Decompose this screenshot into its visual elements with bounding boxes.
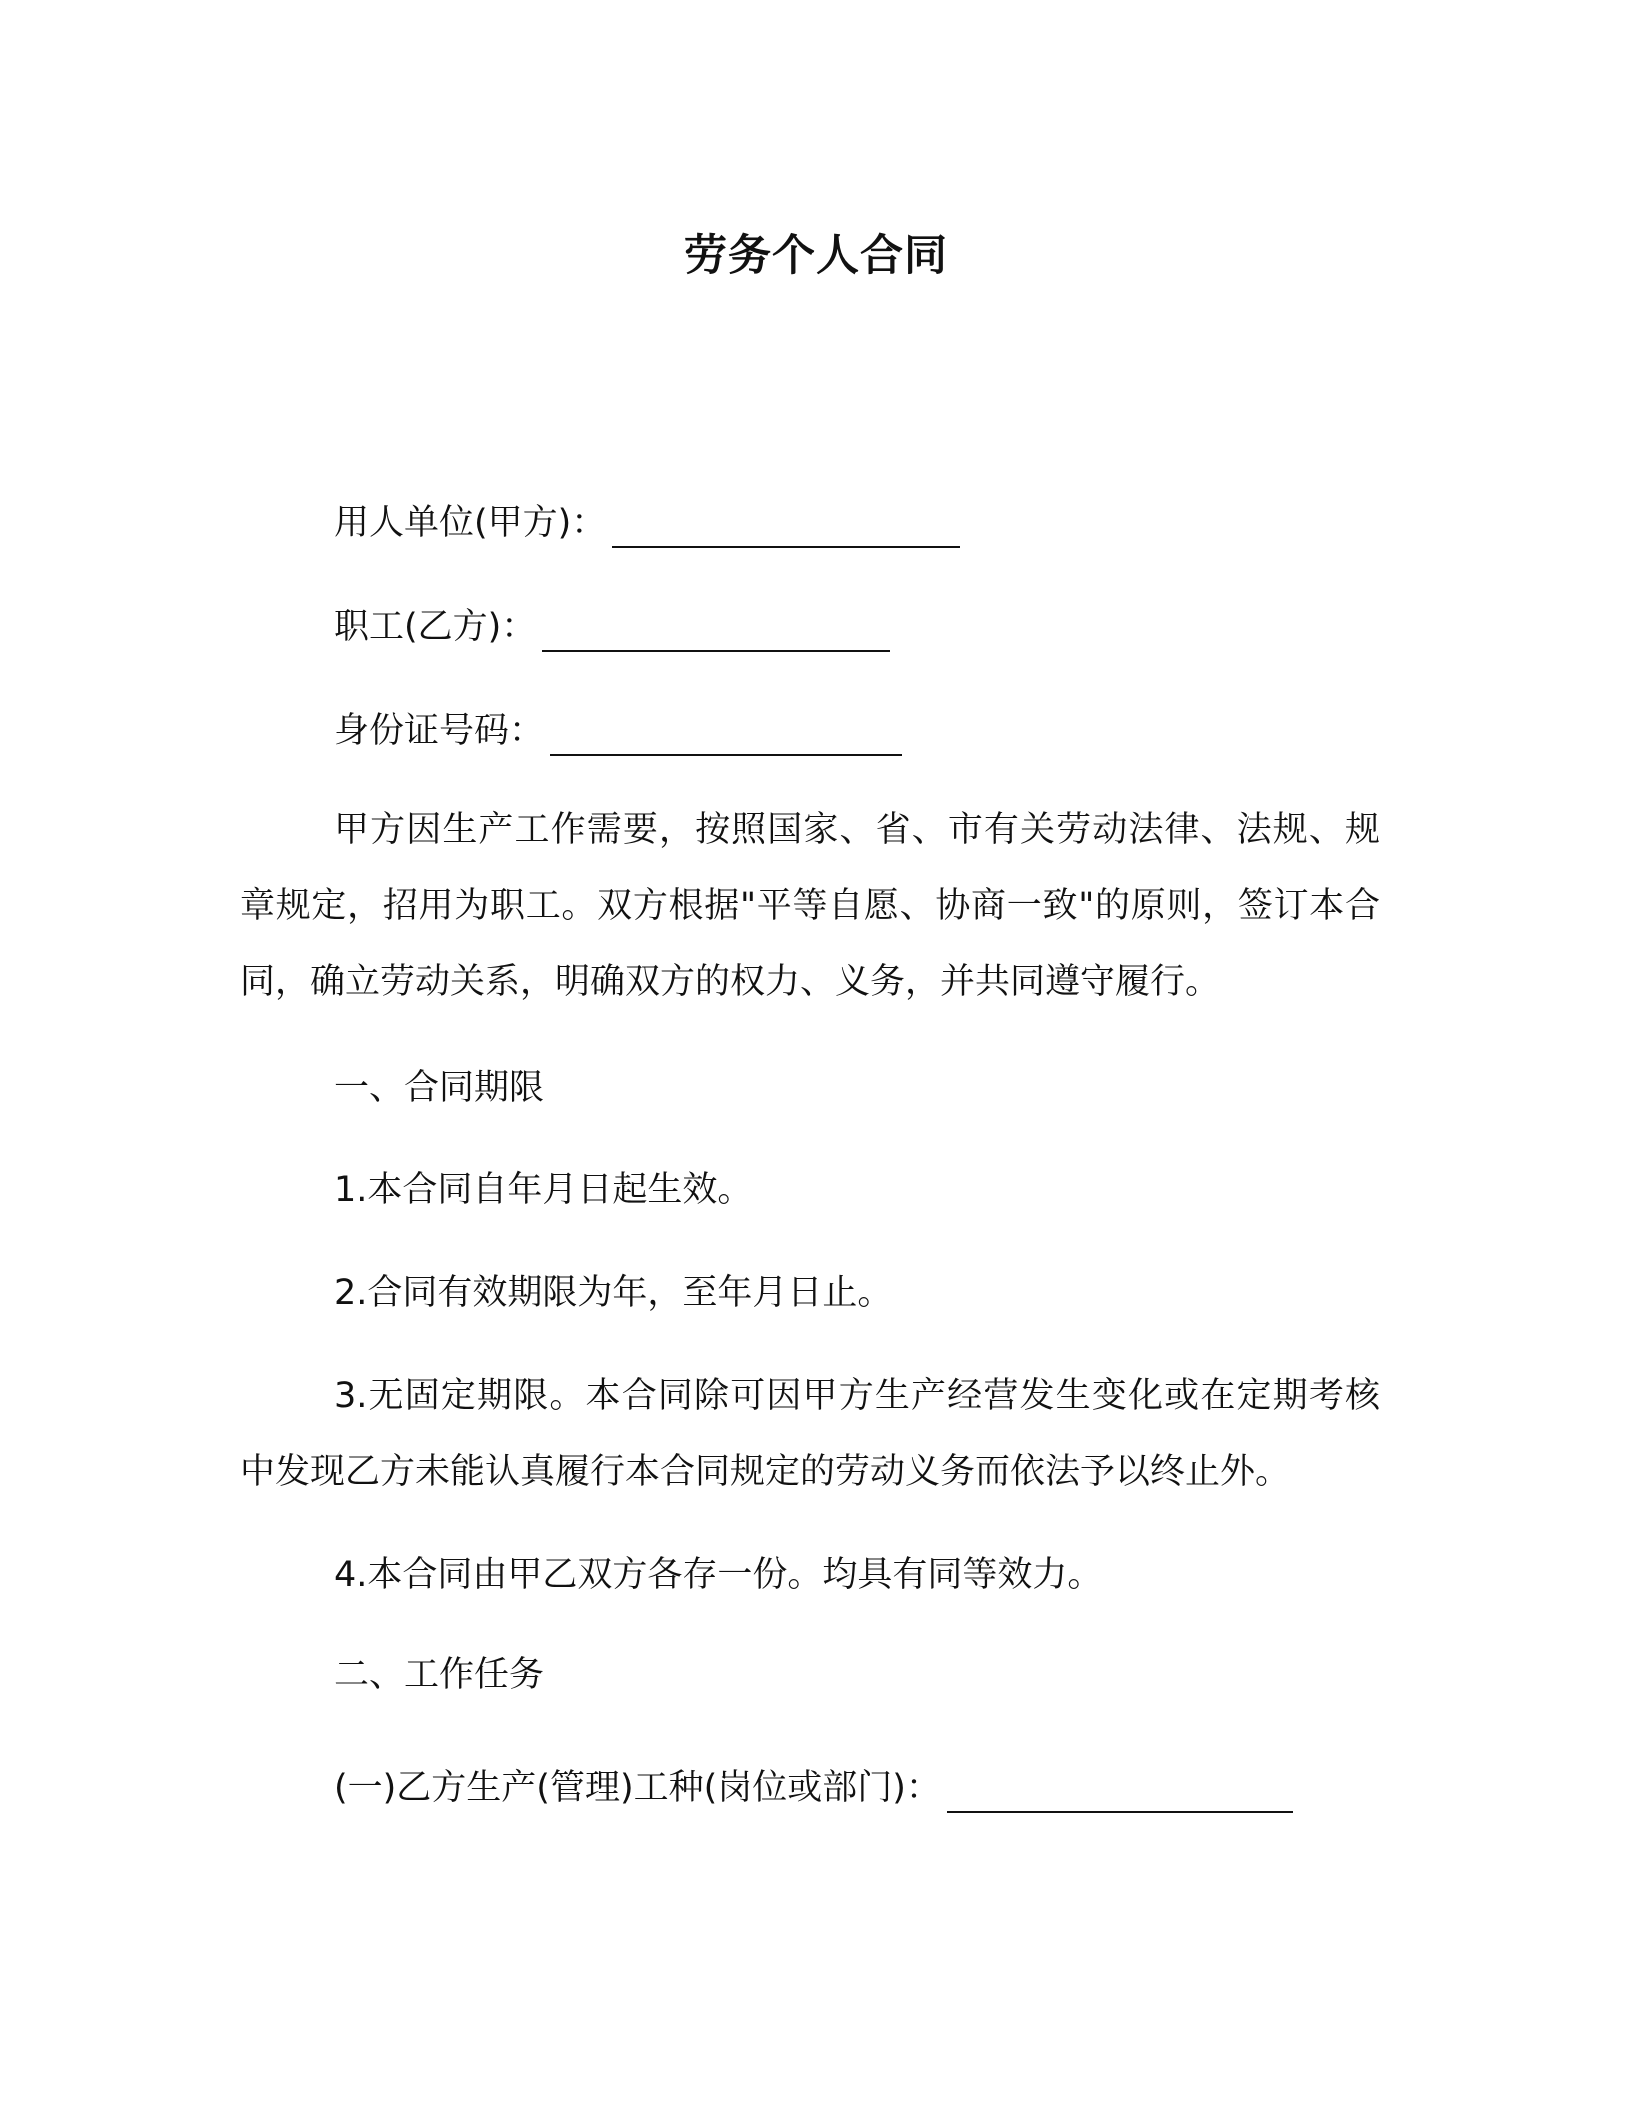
employee-label: 职工(乙方)： bbox=[334, 607, 537, 647]
employer-field-row bbox=[334, 498, 960, 548]
section2-item1-row bbox=[334, 1763, 1293, 1813]
employee-blank[interactable] bbox=[542, 610, 890, 652]
employer-label: 用人单位(甲方)： bbox=[334, 503, 607, 543]
section1-heading: 一、合同期限 bbox=[334, 1068, 545, 1108]
section2-item1-label: (一)乙方生产(管理)工种(岗位或部门)： bbox=[334, 1768, 941, 1808]
intro-paragraph: 甲方因生产工作需要，按照国家、省、市有关劳动法律、法规、规章规定，招用为职工。双方根据"平等自愿、协商一致"的原则，签订本合同，确立劳动关系，明确双方的权力、义务，并共同遵守履行。 bbox=[240, 810, 1380, 1002]
id-label: 身份证号码： bbox=[334, 711, 545, 751]
section1-item3: 3.无固定期限。本合同除可因甲方生产经营发生变化或在定期考核中发现乙方未能认真履行本合同规定的劳动义务而依法予以终止外。 bbox=[240, 1376, 1380, 1492]
document-title: 劳务个人合同 bbox=[684, 231, 948, 281]
section1-item2: 2.合同有效期限为年，至年月日止。 bbox=[334, 1273, 893, 1313]
employee-field-row bbox=[334, 602, 890, 652]
employer-blank[interactable] bbox=[612, 506, 960, 548]
id-field-row bbox=[334, 706, 902, 756]
section1-item4: 4.本合同由甲乙双方各存一份。均具有同等效力。 bbox=[334, 1555, 1103, 1595]
id-blank[interactable] bbox=[550, 714, 902, 756]
section2-heading: 二、工作任务 bbox=[334, 1655, 545, 1695]
section1-item1: 1.本合同自年月日起生效。 bbox=[334, 1170, 753, 1210]
job-type-blank[interactable] bbox=[947, 1771, 1293, 1813]
